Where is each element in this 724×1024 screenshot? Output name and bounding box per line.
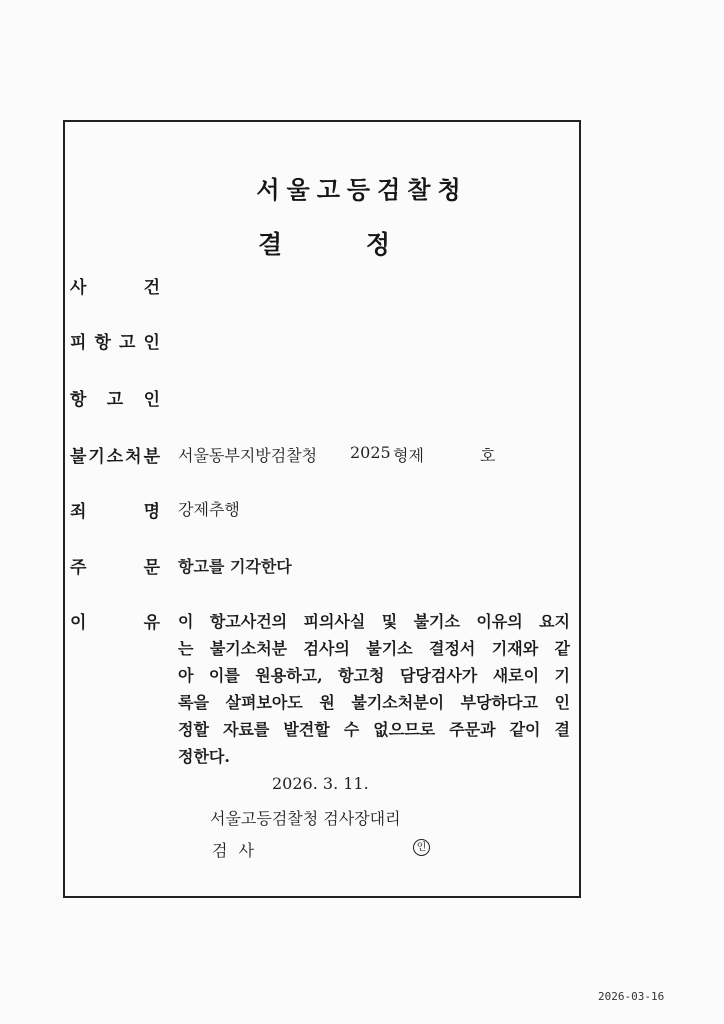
non-indictment-case-type: 형제	[393, 446, 424, 465]
reason-line: 이 항고사건의 피의사실 및 불기소 이유의 요지	[178, 612, 570, 631]
title-char: 정	[365, 230, 390, 259]
reason-label: 이 유	[70, 613, 160, 633]
non-indictment-suffix: 호	[480, 446, 496, 465]
reason-line: 정한다.	[178, 747, 230, 766]
reason-line: 정할 자료를 발견할 수 없으므로 주문과 같이 결	[178, 720, 570, 739]
respondent-label: 피 항 고 인	[70, 333, 160, 353]
appellant-label: 항 고 인	[70, 390, 160, 410]
prosecutor-title: 검 사	[212, 841, 254, 860]
seal-icon: 인	[413, 839, 430, 856]
disposition-value: 항고를 기각한다	[178, 557, 292, 576]
case-label: 사 건	[70, 278, 160, 298]
title-char: 결	[258, 230, 283, 259]
non-indictment-label: 불 기 소 처 분	[70, 447, 160, 467]
document-title	[258, 225, 390, 261]
reason-line: 아 이를 원용하고, 항고청 담당검사가 새로이 기	[178, 666, 570, 685]
non-indictment-office: 서울동부지방검찰청	[178, 446, 318, 465]
signing-office: 서울고등검찰청 검사장대리	[210, 809, 401, 828]
org-name: 서울고등검찰청	[256, 175, 468, 204]
non-indictment-year: 2025	[350, 443, 391, 462]
charge-value: 강제추행	[178, 500, 240, 519]
reason-line: 는 불기소처분 검사의 불기소 결정서 기재와 같	[178, 639, 570, 658]
print-date: 2026-03-16	[598, 990, 665, 1003]
charge-label: 죄 명	[70, 502, 160, 522]
reason-line: 록을 살펴보아도 원 불기소처분이 부당하다고 인	[178, 693, 570, 712]
decision-date: 2026. 3. 11.	[272, 774, 369, 793]
disposition-label: 주 문	[70, 558, 160, 578]
